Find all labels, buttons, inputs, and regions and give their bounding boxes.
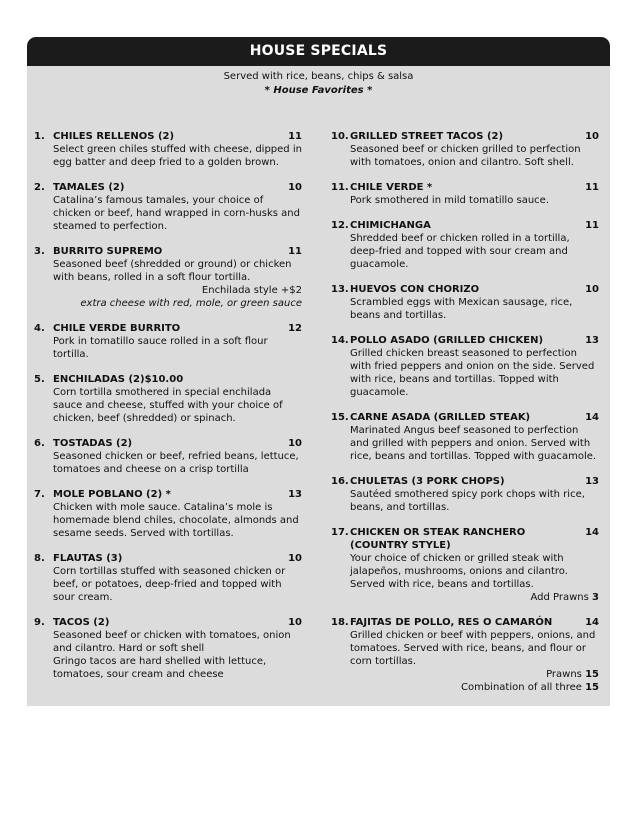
menu-item: [331, 411, 599, 463]
menu-item: [331, 334, 599, 399]
item-name: TACOS (2): [53, 617, 110, 628]
item-price: 11: [288, 131, 302, 142]
enchilada-style-note: extra cheese with red, mole, or green sauce: [80, 298, 302, 309]
served-with-note: Served with rice, beans, chips & salsa: [223, 71, 414, 82]
menu-item: [331, 181, 599, 207]
item-name: BURRITO SUPREMO: [53, 246, 163, 257]
item-name: FAJITAS DE POLLO, RES O CAMARÓN: [350, 617, 553, 628]
gringo-tacos-note: Gringo tacos are hard shelled with lettuce, tomatoes, sour cream and cheese: [53, 656, 267, 680]
item-price: 10: [585, 131, 599, 142]
item-name: CHIMICHANGA: [350, 220, 431, 231]
menu-item: [34, 322, 302, 361]
item-description: Shredded beef or chicken rolled in a tortilla, deep-fried and topped with sour cream and guacamole.: [350, 233, 570, 270]
item-number: 8.: [34, 553, 45, 564]
item-price: 11: [585, 220, 599, 231]
menu-item: [34, 245, 302, 310]
menu-column-left: [34, 130, 302, 693]
item-price: 10: [585, 284, 599, 295]
item-name: CHICKEN OR STEAK RANCHERO: [350, 527, 526, 538]
item-price: 10: [288, 617, 302, 628]
item-description: Chicken with mole sauce. Catalina’s mole is homemade blend chiles, chocolate, almonds and sesame seeds. Served with tortillas.: [53, 502, 299, 539]
menu-item: [34, 437, 302, 476]
item-description: Corn tortilla smothered in special enchilada sauce and cheese, stuffed with your choice of chicken, beef (shredded) or spinach.: [53, 387, 283, 424]
item-price: 11: [288, 246, 302, 257]
house-favorites-note: * House Favorites *: [264, 85, 373, 96]
menu-item: [34, 488, 302, 540]
item-description: Seasoned beef or chicken grilled to perfection with tomatoes, onion and cilantro. Soft shell.: [350, 144, 581, 168]
item-price: 14: [585, 617, 599, 628]
item-description: Your choice of chicken or grilled steak with jalapeños, mushrooms, onions and cilantro. Served with rice, beans and tortillas.: [350, 553, 568, 590]
item-price: 11: [585, 182, 599, 193]
item-number: 4.: [34, 323, 45, 334]
item-description: Corn tortillas stuffed with seasoned chicken or beef, or potatoes, deep-fried and topped with sour cream.: [53, 566, 286, 603]
item-number: 12.: [331, 220, 349, 231]
menu-item: [331, 283, 599, 322]
item-name: CHILE VERDE BURRITO: [53, 323, 181, 334]
item-description: Grilled chicken or beef with peppers, onions, and tomatoes. Served with rice, beans, and flour or corn tortillas.: [350, 630, 596, 667]
item-number: 10.: [331, 131, 349, 142]
item-number: 17.: [331, 527, 349, 538]
item-number: 5.: [34, 374, 45, 385]
item-description: Pork smothered in mild tomatillo sauce.: [350, 195, 550, 206]
option-price: 15: [585, 669, 599, 680]
item-name: POLLO ASADO (GRILLED CHICKEN): [350, 335, 544, 346]
menu-item: [331, 130, 599, 169]
item-name: GRILLED STREET TACOS (2): [350, 131, 504, 142]
menu-item: [331, 219, 599, 271]
item-number: 11.: [331, 182, 349, 193]
item-number: 3.: [34, 246, 45, 257]
item-price: 13: [288, 489, 302, 500]
menu-item: [34, 373, 302, 425]
option-price: 15: [585, 682, 599, 693]
menu-item: [34, 616, 302, 681]
item-number: 1.: [34, 131, 45, 142]
item-number: 9.: [34, 617, 45, 628]
item-description: Select green chiles stuffed with cheese, dipped in egg batter and deep fried to a golden brown.: [53, 144, 302, 168]
item-number: 13.: [331, 284, 349, 295]
item-name: ENCHILADAS (2)$10.00: [53, 374, 184, 385]
item-price: 13: [585, 476, 599, 487]
item-description: Marinated Angus beef seasoned to perfection and grilled with peppers and onion. Served with rice, beans and tortillas. Topped with guacamole.: [350, 425, 597, 462]
menu-item: [34, 130, 302, 169]
menu-column-right: [331, 130, 599, 706]
item-description: Seasoned beef or chicken with tomatoes, onion and cilantro. Hard or soft shell: [53, 630, 291, 654]
item-description: Seasoned chicken or beef, refried beans, lettuce, tomatoes and cheese on a crisp tortilla: [53, 451, 299, 475]
menu-item: [331, 475, 599, 514]
enchilada-style-upcharge: Enchilada style +$2: [201, 285, 302, 296]
item-number: 18.: [331, 617, 349, 628]
item-price: 12: [288, 323, 302, 334]
item-description: Grilled chicken breast seasoned to perfection with fried peppers and onion on the side. Served with rice, beans and tortillas. Topped with guacamole.: [350, 348, 595, 398]
option-label: Combination of all three: [460, 682, 582, 693]
menu-item: [331, 526, 599, 604]
item-number: 15.: [331, 412, 349, 423]
item-number: 6.: [34, 438, 45, 449]
menu-item: [34, 552, 302, 604]
item-name: CHULETAS (3 PORK CHOPS): [350, 476, 505, 487]
item-number: 16.: [331, 476, 349, 487]
item-name: TAMALES (2): [53, 182, 125, 193]
item-description: Pork in tomatillo sauce rolled in a soft flour tortilla.: [53, 336, 268, 360]
item-name: HUEVOS CON CHORIZO: [350, 284, 480, 295]
item-description: Catalina’s famous tamales, your choice of chicken or beef, hand wrapped in corn-husks and steamed to perfection.: [53, 195, 300, 232]
item-subtitle: (COUNTRY STYLE): [350, 540, 451, 551]
section-title: HOUSE SPECIALS: [27, 37, 610, 66]
add-prawns-option: [350, 591, 599, 604]
item-number: 2.: [34, 182, 45, 193]
item-name: TOSTADAS (2): [53, 438, 133, 449]
item-description: Sautéed smothered spicy pork chops with rice, beans, and tortillas.: [350, 489, 585, 513]
item-number: 7.: [34, 489, 45, 500]
item-price: 10: [288, 182, 302, 193]
item-description: Seasoned beef (shredded or ground) or chicken with beans, rolled in a soft flour tortilla.: [53, 259, 292, 283]
option-price: 3: [592, 592, 599, 603]
combination-option: [350, 681, 599, 694]
item-price: 13: [585, 335, 599, 346]
item-name: CARNE ASADA (GRILLED STEAK): [350, 412, 531, 423]
option-label: Prawns: [546, 669, 582, 680]
item-price: 14: [585, 412, 599, 423]
item-price: 14: [585, 527, 599, 538]
prawns-option: [350, 668, 599, 681]
item-name: FLAUTAS (3): [53, 553, 123, 564]
item-name: CHILE VERDE *: [350, 182, 433, 193]
item-name: CHILES RELLENOS (2): [53, 131, 175, 142]
item-price: 10: [288, 438, 302, 449]
item-name: MOLE POBLANO (2) *: [53, 489, 171, 500]
item-description: Scrambled eggs with Mexican sausage, rice, beans and tortillas.: [350, 297, 573, 321]
item-number: 14.: [331, 335, 349, 346]
option-label: Add Prawns: [530, 592, 589, 603]
item-price: 10: [288, 553, 302, 564]
menu-item: [34, 181, 302, 233]
menu-item: [331, 616, 599, 694]
